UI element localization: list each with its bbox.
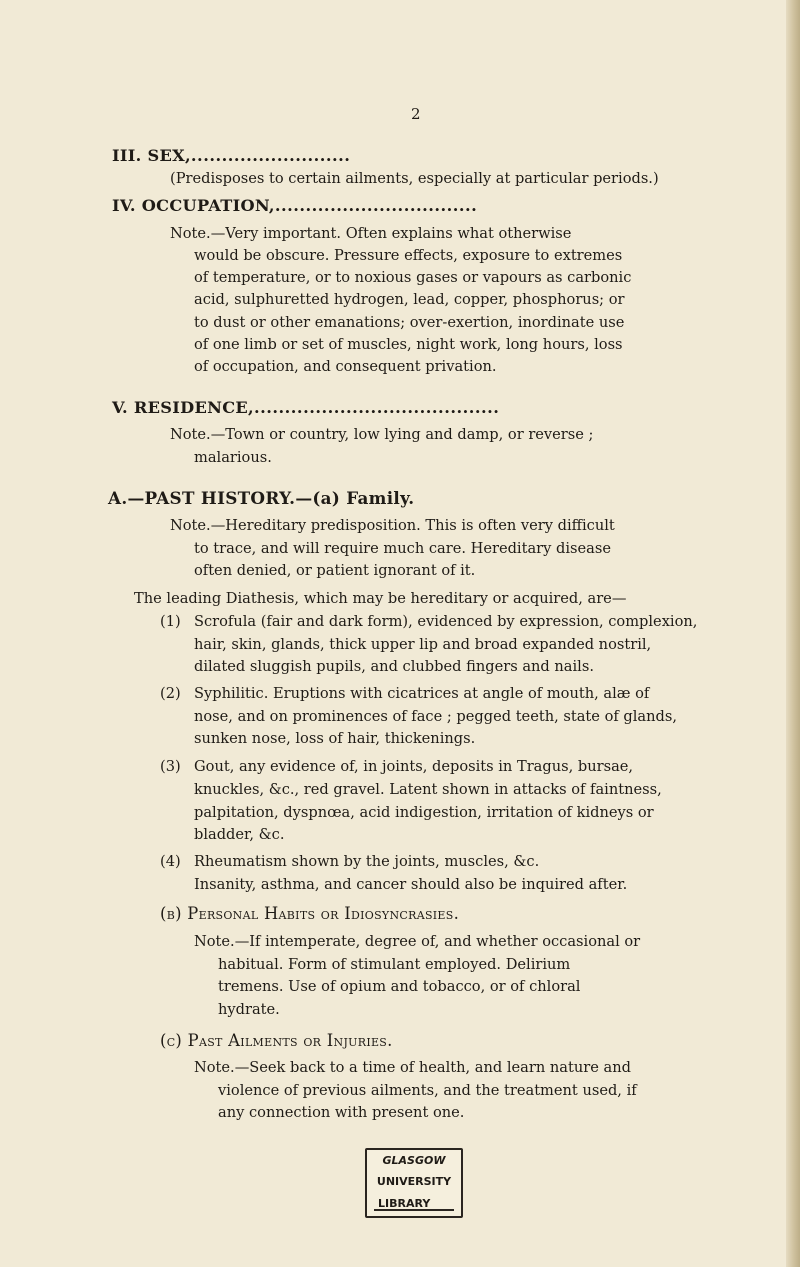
occupation-note-line: acid, sulphuretted hydrogen, lead, copper, phosphorus; or: [194, 291, 625, 308]
stamp-line-2: UNIVERSITY: [376, 1175, 452, 1189]
heading-residence: [112, 398, 499, 418]
heading-occupation-text: IV. OCCUPATION,: [112, 196, 275, 215]
personal-habits-note-line: hydrate.: [218, 1001, 280, 1018]
occupation-note-line: of occupation, and consequent privation.: [194, 358, 497, 375]
sex-note: (Predisposes to certain ailments, especially at particular periods.): [170, 170, 659, 187]
item-3-line: Gout, any evidence of, in joints, deposits in Tragus, bursae,: [194, 758, 634, 775]
diathesis-intro: The leading Diathesis, which may be hereditary or acquired, are—: [134, 590, 627, 607]
heading-occupation: [112, 196, 477, 216]
occupation-note-line: Note.—Very important. Often explains what otherwise: [170, 225, 572, 242]
past-history-note-line: to trace, and will require much care. Hereditary disease: [194, 540, 611, 557]
item-3-number: (3): [160, 758, 181, 775]
past-ailments-note-line: Note.—Seek back to a time of health, and learn nature and: [194, 1059, 631, 1076]
residence-note-line: malarious.: [194, 449, 272, 466]
heading-occupation-dots: .................................: [274, 196, 478, 215]
item-2-line: Syphilitic. Eruptions with cicatrices at angle of mouth, alæ of: [194, 685, 650, 702]
occupation-note-line: of one limb or set of muscles, night work, long hours, loss: [194, 336, 623, 353]
personal-habits-note-line: habitual. Form of stimulant employed. Delirium: [218, 956, 571, 973]
residence-note-line: Note.—Town or country, low lying and damp, or reverse ;: [170, 426, 594, 443]
personal-habits-note-line: Note.—If intemperate, degree of, and whether occasional or: [194, 933, 641, 950]
item-1-line: hair, skin, glands, thick upper lip and broad expanded nostril,: [194, 636, 652, 653]
page-edge-shadow: [786, 0, 800, 1267]
heading-past-ailments: (c) Past Ailments or Injuries.: [160, 1031, 393, 1050]
occupation-note-line: to dust or other emanations; over-exertion, inordinate use: [194, 314, 625, 331]
item-1-line: Scrofula (fair and dark form), evidenced by expression, complexion,: [194, 613, 698, 630]
past-history-note-line: often denied, or patient ignorant of it.: [194, 562, 476, 579]
item-3-line: knuckles, &c., red gravel. Latent shown in attacks of faintness,: [194, 781, 662, 798]
stamp-line-1: GLASGOW: [382, 1154, 446, 1168]
library-stamp: [365, 1148, 463, 1218]
heading-past-history: A.—PAST HISTORY.—(a) Family.: [108, 488, 415, 508]
item-4-line: Rheumatism shown by the joints, muscles, &c.: [194, 853, 540, 870]
heading-personal-habits: (b) Personal Habits or Idiosyncrasies.: [160, 904, 460, 923]
past-history-note-line: Note.—Hereditary predisposition. This is often very difficult: [170, 517, 615, 534]
stamp-line-3: LIBRARY: [374, 1198, 454, 1211]
personal-habits-note-line: tremens. Use of opium and tobacco, or of chloral: [218, 978, 581, 995]
item-4-number: (4): [160, 853, 181, 870]
occupation-note-line: of temperature, or to noxious gases or vapours as carbonic: [194, 269, 632, 286]
item-2-line: sunken nose, loss of hair, thickenings.: [194, 730, 476, 747]
heading-residence-text: V. RESIDENCE,: [112, 398, 254, 417]
item-2-line: nose, and on prominences of face ; pegged teeth, state of glands,: [194, 708, 677, 725]
heading-sex-text: III. SEX,: [112, 146, 191, 165]
heading-sex-dots: ..........................: [190, 146, 351, 165]
item-3-line: bladder, &c.: [194, 826, 285, 843]
page-number: 2: [411, 105, 421, 123]
past-ailments-note-line: any connection with present one.: [218, 1104, 465, 1121]
item-2-number: (2): [160, 685, 181, 702]
insanity-line: Insanity, asthma, and cancer should also be inquired after.: [194, 876, 628, 893]
item-1-number: (1): [160, 613, 181, 630]
item-3-line: palpitation, dyspnœa, acid indigestion, irritation of kidneys or: [194, 804, 654, 821]
heading-residence-dots: ........................................: [253, 398, 500, 417]
heading-sex: [112, 146, 350, 166]
past-ailments-note-line: violence of previous ailments, and the treatment used, if: [218, 1082, 637, 1099]
occupation-note-line: would be obscure. Pressure effects, exposure to extremes: [194, 247, 623, 264]
item-1-line: dilated sluggish pupils, and clubbed fingers and nails.: [194, 658, 594, 675]
